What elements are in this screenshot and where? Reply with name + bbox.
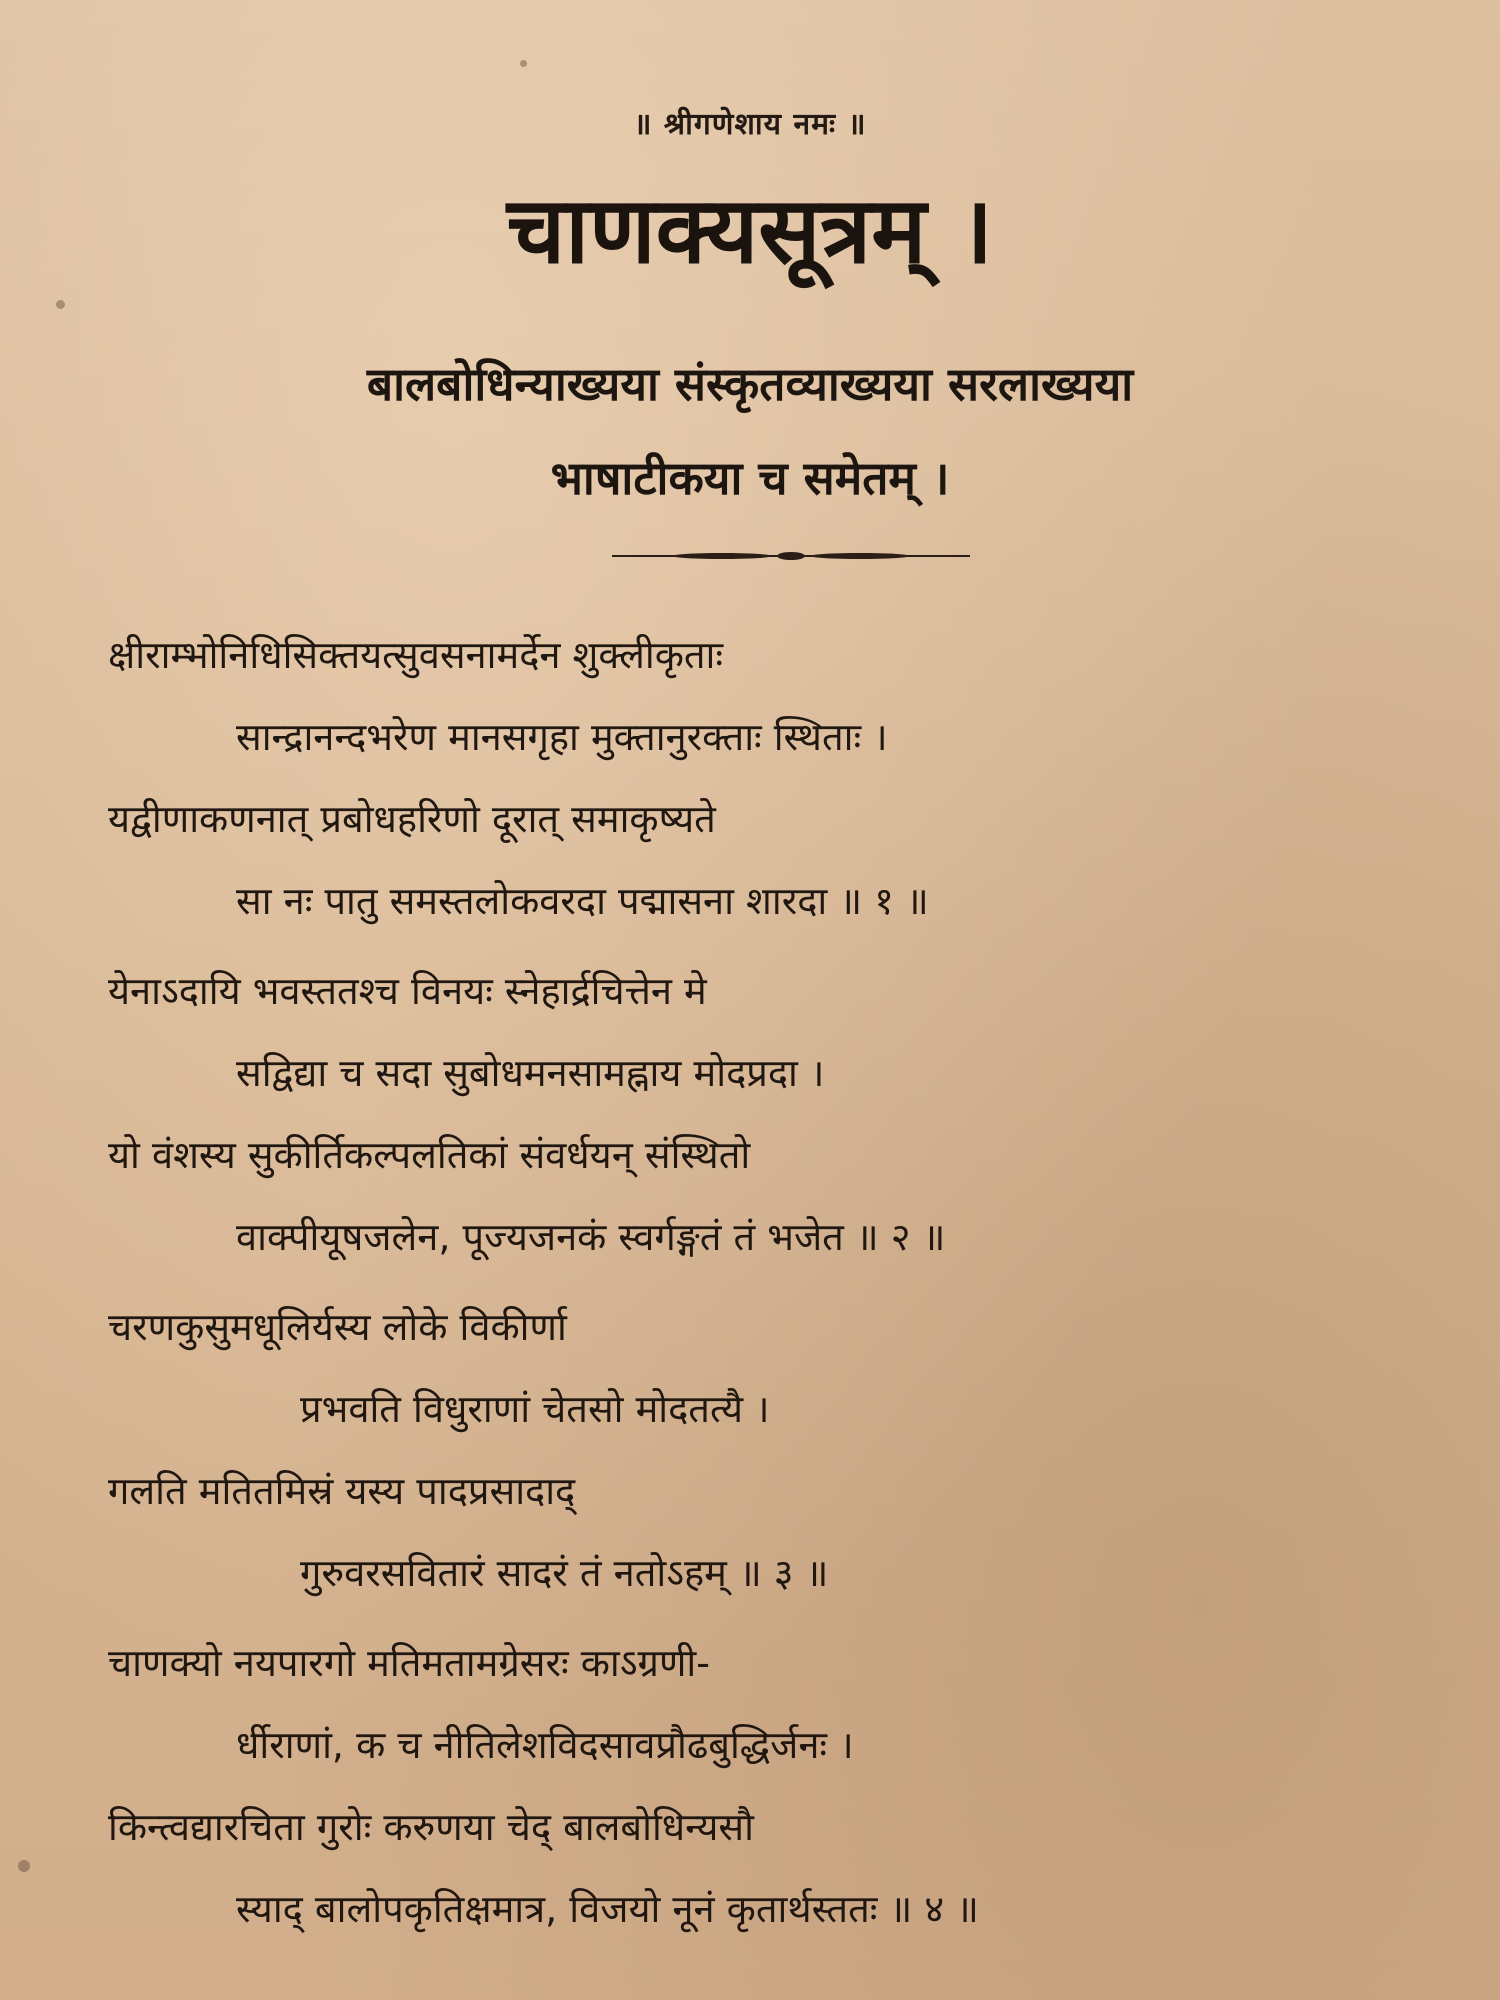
verse-2-line-1: येनाऽदायि भवस्ततश्च विनयः स्नेहार्द्रचित्तेन मे	[108, 969, 707, 1013]
verse-4-line-2: र्धीराणां, क च नीतिलेशविदसावप्रौढबुद्धिर्जनः ।	[236, 1723, 854, 1767]
verse-3-line-4: गुरुवरसवितारं सादरं तं नतोऽहम् ॥ ३ ॥	[300, 1551, 829, 1595]
subtitle-line-2: भाषाटीकया च समेतम् ।	[550, 451, 950, 505]
decorative-rule	[612, 552, 970, 560]
verse-2-line-3: यो वंशस्य सुकीर्तिकल्पलतिकां संवर्धयन् संस्थितो	[108, 1133, 751, 1177]
verse-3-line-2: प्रभवति विधुराणां चेतसो मोदतत्यै ।	[300, 1387, 770, 1431]
verse-1-line-2: सान्द्रानन्दभरेण मानसगृहा मुक्तानुरक्ताः स्थिताः ।	[236, 715, 888, 759]
invocation-line: ॥ श्रीगणेशाय नमः ॥	[633, 107, 867, 142]
verse-4-line-3: किन्त्वद्यारचिता गुरोः करुणया चेद् बालबोधिन्यसौ	[108, 1805, 754, 1849]
verse-1-line-3: यद्वीणाकणनात् प्रबोधहरिणो दूरात् समाकृष्यते	[108, 797, 716, 841]
verse-4-line-4: स्याद् बालोपकृतिक्षमात्र, विजयो नूनं कृतार्थस्ततः ॥ ४ ॥	[236, 1887, 979, 1931]
verse-1-line-1: क्षीराम्भोनिधिसिक्तयत्सुवसनामर्देन शुक्लीकृताः	[108, 633, 724, 677]
ink-speck	[18, 1860, 30, 1872]
page-title: चाणक्यसूत्रम् ।	[506, 177, 994, 284]
verse-3-line-3: गलति मतितमिस्रं यस्य पादप्रसादाद्	[108, 1469, 576, 1513]
verse-1-line-4: सा नः पातु समस्तलोकवरदा पद्मासना शारदा ॥ १ ॥	[236, 879, 929, 923]
verse-2-line-4: वाक्पीयूषजलेन, पूज्यजनकं स्वर्गङ्गतं तं भजेत ॥ २ ॥	[236, 1215, 946, 1259]
verse-4-line-1: चाणक्यो नयपारगो मतिमतामग्रेसरः काऽग्रणी-	[108, 1641, 710, 1685]
subtitle-line-1: बालबोधिन्याख्यया संस्कृतव्याख्यया सरलाख्यया	[366, 357, 1134, 411]
verse-2-line-2: सद्विद्या च सदा सुबोधमनसामह्नाय मोदप्रदा ।	[236, 1051, 825, 1095]
verse-3-line-1: चरणकुसुमधूलिर्यस्य लोके विकीर्णा	[108, 1305, 567, 1349]
ink-speck	[56, 300, 65, 309]
ink-speck	[520, 60, 527, 67]
